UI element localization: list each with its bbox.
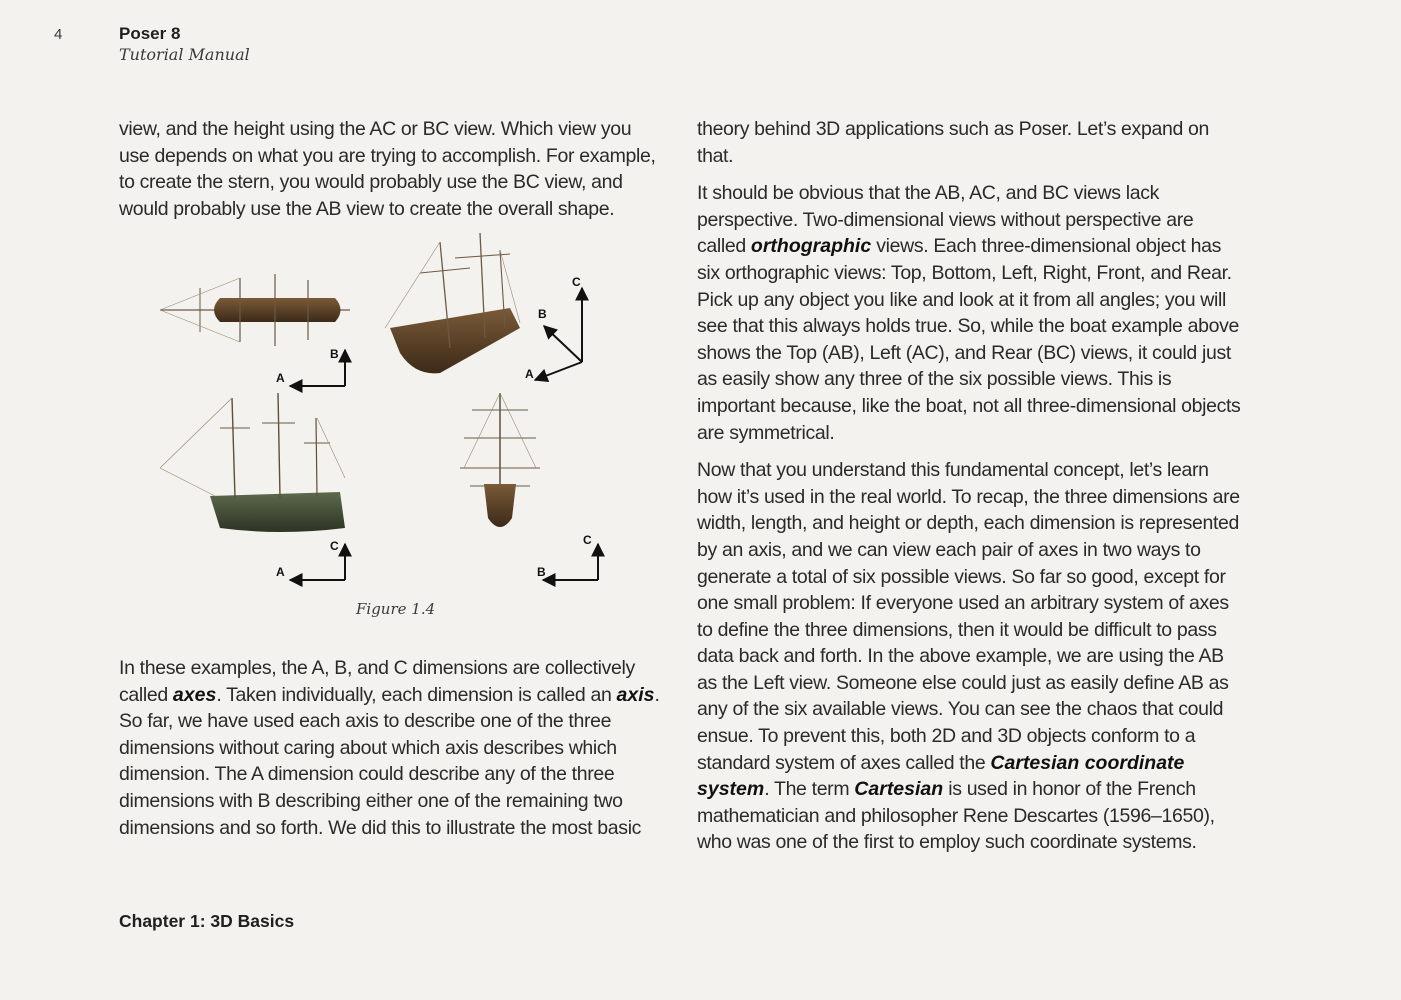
- term-orthographic: orthographic: [750, 235, 872, 258]
- axes-perspective-view: [525, 275, 582, 381]
- axis-label: A: [276, 565, 285, 579]
- axis-label: C: [572, 275, 581, 289]
- text-run: . So far, we have used each axis to describe one of the three dimensions without caring about which axis describes which dimension. The A dimension could describe any of the three dimensions with B describing either one of the remaining two dimensions and so forth. We did this to illustrate the most basic: [119, 683, 660, 839]
- page-number: 4: [54, 26, 63, 43]
- text-run: . Taken individually, each dimension is called an: [216, 683, 617, 706]
- axis-label: A: [525, 367, 534, 381]
- axes-paragraph: [119, 655, 664, 841]
- text-run: Now that you understand this fundamental concept, let’s learn how it’s used in the real world. To recap, the three dimensions are width, length, and height or depth, each dimension is represented by an axis, and we can view each pair of axes in two ways to generate a total of six possible views. So far so good, except for one small problem: If everyone used an arbitrary system of axes to define the three dimensions, then it would be difficult to pass data back and forth. In the above example, we are using the AB as the Left view. Someone else could just as easily define AB as any of the six available views. You can see the chaos that could ensue. To prevent this, both 2D and 3D objects conform to a standard system of axes called the: [697, 459, 1240, 774]
- figure-illustration: [140, 228, 640, 628]
- book-title: Poser 8: [119, 24, 181, 43]
- text-run: . The term: [764, 778, 855, 801]
- orthographic-paragraph: [697, 180, 1245, 446]
- text-run: It should be obvious that the AB, AC, and BC views lack perspective. Two-dimensional views without perspective are called: [697, 182, 1194, 258]
- axes-rear-view: [537, 533, 598, 580]
- term-axes: axes: [172, 683, 217, 706]
- book-subtitle: Tutorial Manual: [119, 45, 250, 64]
- figure-1-4: [140, 228, 640, 628]
- term-cartesian-coordinate-system: Cartesian coordinate system: [697, 751, 1185, 801]
- ship-rear-view: [460, 393, 540, 527]
- axis-label: A: [276, 371, 285, 385]
- axis-label: C: [330, 539, 339, 553]
- cartesian-paragraph: [697, 457, 1245, 856]
- text-run: In these examples, the A, B, and C dimensions are collectively called: [119, 657, 635, 706]
- left-column-intro: [119, 116, 664, 233]
- text-run: is used in honor of the French mathematician and philosopher Rene Descartes (1596–1650), who was one of the first to employ such coordinate systems.: [697, 778, 1215, 854]
- right-column: [697, 116, 1245, 867]
- intro-paragraph: view, and the height using the AC or BC view. Which view you use depends on what you are trying to accomplish. For example, to create the stern, you would probably use the BC view, and would probably use the AB view to create the overall shape.: [119, 118, 656, 220]
- theory-paragraph: theory behind 3D applications such as Poser. Let’s expand on that.: [697, 118, 1209, 167]
- left-column-body: [119, 655, 664, 852]
- axes-side-view: [276, 539, 345, 580]
- axis-label: C: [583, 533, 592, 547]
- figure-caption: Figure 1.4: [356, 600, 436, 618]
- axis-label: B: [538, 307, 547, 321]
- term-cartesian: Cartesian: [854, 778, 944, 801]
- ship-perspective-view: [385, 233, 520, 373]
- ship-top-view: [160, 274, 350, 346]
- term-axis: axis: [616, 683, 655, 706]
- axis-label: B: [330, 347, 339, 361]
- axes-top-view: [276, 347, 345, 386]
- chapter-footer: Chapter 1: 3D Basics: [119, 911, 295, 931]
- text-run: views. Each three-dimensional object has six orthographic views: Top, Bottom, Left, Right, Front, and Rear. Pick up any object you like and look at it from all angles; you will see that this always holds true. So, while the boat example above shows the Top (AB), Left (AC), and Rear (BC) views, it could just as easily show any three of the six possible views. This is important because, like the boat, not all three-dimensional objects are symmetrical.: [697, 235, 1241, 444]
- ship-side-view: [160, 393, 345, 532]
- axis-label: B: [537, 565, 546, 579]
